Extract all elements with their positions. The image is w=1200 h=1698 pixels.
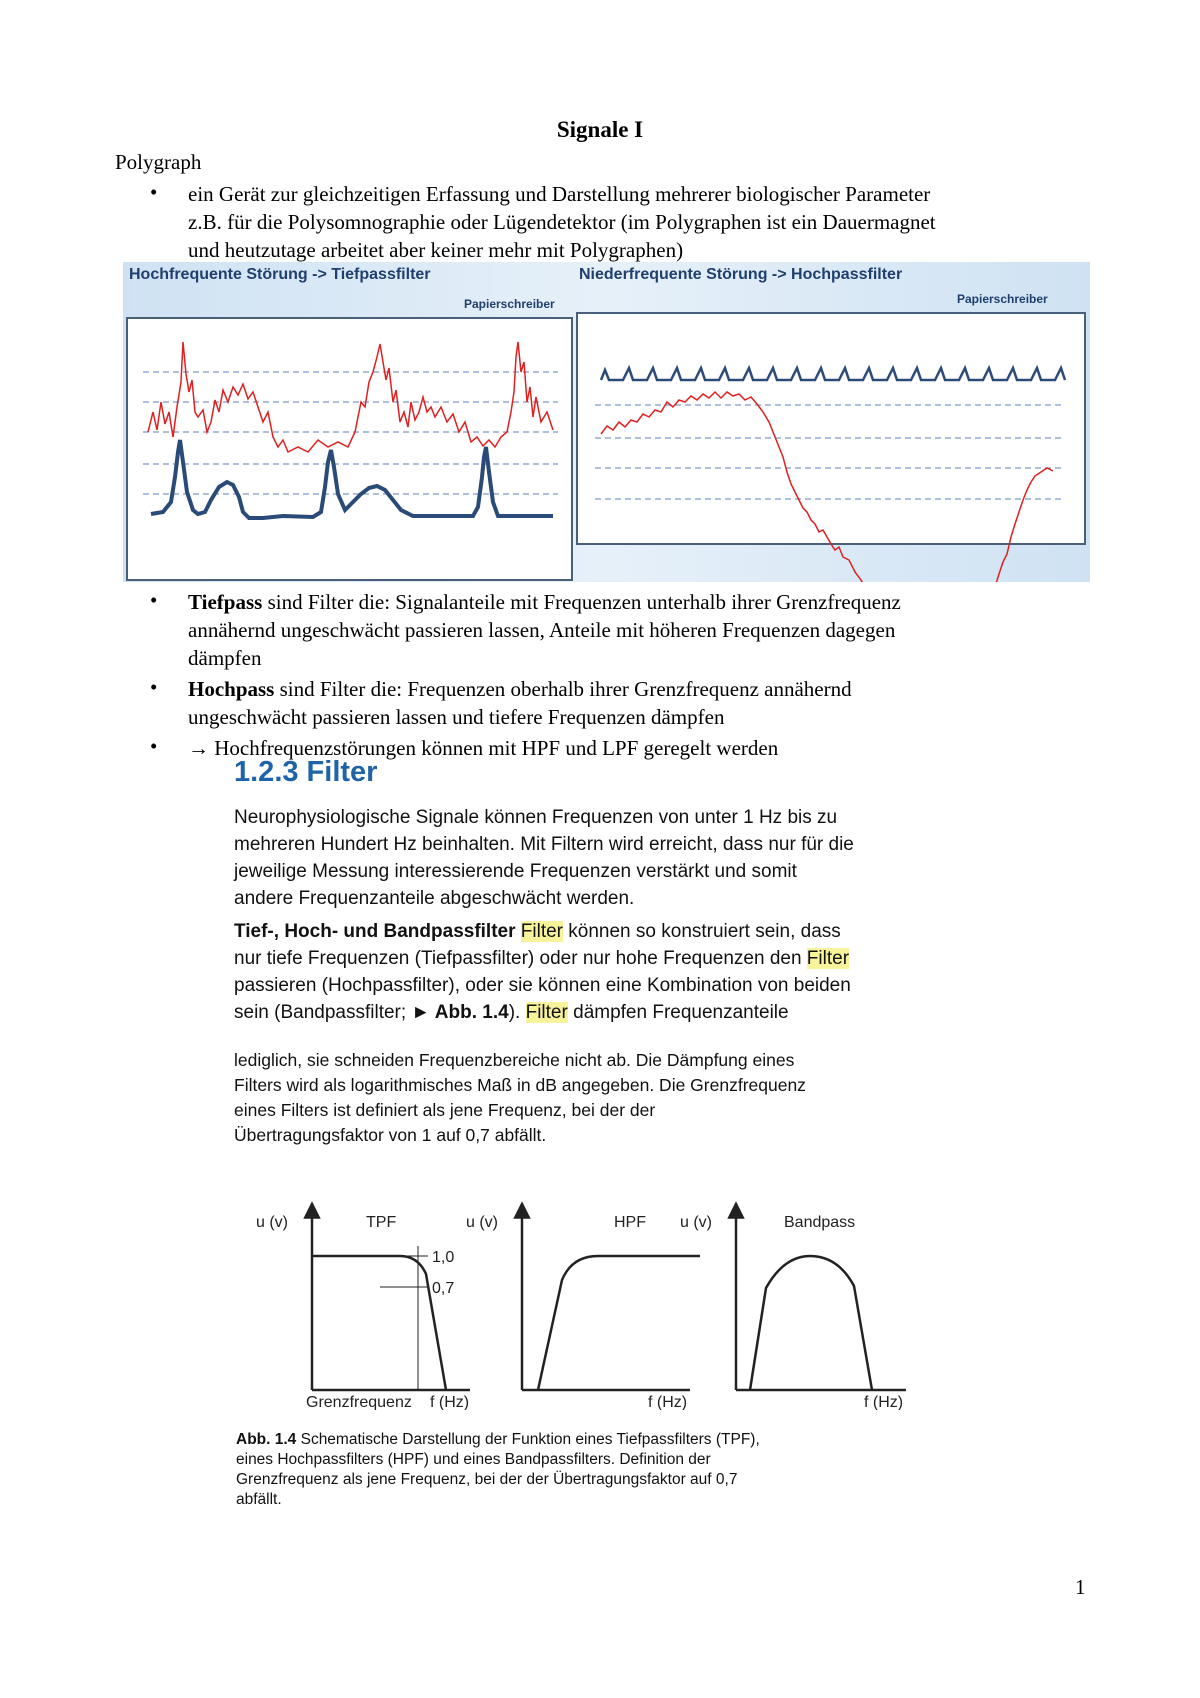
- right-trace-panel: [577, 313, 1085, 544]
- tpf-name: TPF: [366, 1214, 397, 1231]
- hpf-curve: [538, 1256, 700, 1390]
- tpf-xlabel: f (Hz): [430, 1394, 470, 1410]
- hpf-panel: [466, 1210, 700, 1410]
- left-title: Hochfrequente Störung -> Tiefpassfilter: [129, 266, 431, 283]
- bandpass-ylabel: u (v): [680, 1214, 712, 1231]
- excerpt-paragraph-2: Tief-, Hoch- und Bandpassfilter Filter können so konstruiert sein, dass nur tiefe Frequenzen (Tiefpassfilter) oder nur hohe Frequenzen den Filter passieren (Hochpassfilter), oder sie können eine Kombination von beiden sein (Bandpassfilter; ► Abb. 1.4). Filter dämpfen Frequenzanteile: [234, 921, 851, 1023]
- page-number: 1: [1075, 1575, 1086, 1599]
- arrow-bullet: → Hochfrequenzstörungen können mit HPF und LPF geregelt werden: [188, 736, 779, 760]
- left-trace-panel: [127, 318, 572, 580]
- right-title: Niederfrequente Störung -> Hochpassfilter: [579, 266, 903, 283]
- polygraph-bullet: ein Gerät zur gleichzeitigen Erfassung und Darstellung mehrerer biologischer Parameter z.B. für die Polysomnographie oder Lügendetektor (im Polygraphen ist ein Dauermagnet und heutzutage arbeitet aber keiner mehr mit Polygraphen): [188, 182, 936, 262]
- bandpass-curve: [750, 1256, 872, 1390]
- hpf-name: HPF: [614, 1214, 646, 1231]
- hpf-xlabel: f (Hz): [648, 1394, 688, 1410]
- bullet-marker: •: [150, 675, 158, 699]
- tpf-tick-low-label: 0,7: [432, 1280, 455, 1297]
- right-paper-label: Papierschreiber: [957, 292, 1048, 306]
- bandpass-xlabel: f (Hz): [864, 1394, 904, 1410]
- excerpt-paragraph-3: lediglich, sie schneiden Frequenzbereiche nicht ab. Die Dämpfung eines Filters wird als logarithmisches Maß in dB angegeben. Die Grenzfrequenz eines Filters ist definiert als jene Frequenz, bei der der Übertragungsfaktor von 1 auf 0,7 abfällt.: [234, 1050, 806, 1145]
- bandpass-panel: [680, 1210, 906, 1410]
- bullet-marker: •: [150, 734, 158, 758]
- section-heading: Polygraph: [115, 150, 202, 174]
- polygraph-figure: [123, 262, 1090, 582]
- tiefpass-bullet: Tiefpass sind Filter die: Signalanteile mit Frequenzen unterhalb ihrer Grenzfrequenz annähernd ungeschwächt passieren lassen, Anteile mit höheren Frequenzen dagegen dämpfen: [188, 590, 901, 670]
- filter-diagram: [250, 1200, 970, 1410]
- excerpt-paragraph-1: Neurophysiologische Signale können Frequenzen von unter 1 Hz bis zu mehreren Hundert Hz beinhalten. Mit Filtern wird erreicht, dass nur für die jeweilige Messung interessierende Frequenzen verstärkt und somit andere Frequenzanteile abgeschwächt werden.: [234, 807, 854, 909]
- tpf-curve: [312, 1256, 446, 1390]
- left-paper-label: Papierschreiber: [464, 297, 555, 311]
- tpf-cutoff-label: Grenzfrequenz: [306, 1394, 412, 1410]
- hpf-ylabel: u (v): [466, 1214, 498, 1231]
- page-title: Signale I: [556, 117, 644, 142]
- excerpt-heading: 1.2.3 Filter: [234, 756, 378, 788]
- hochpass-bullet: Hochpass sind Filter die: Frequenzen oberhalb ihrer Grenzfrequenz annähernd ungeschwächt passieren lassen und tiefere Frequenzen dämpfen: [188, 677, 852, 729]
- tpf-tick-high-label: 1,0: [432, 1249, 455, 1266]
- bullet-marker: •: [150, 180, 158, 204]
- tpf-panel: [256, 1210, 470, 1410]
- figure-caption: Abb. 1.4 Schematische Darstellung der Funktion eines Tiefpassfilters (TPF), eines Hochpassfilters (HPF) und eines Bandpassfilters. Definition der Grenzfrequenz als jene Frequenz, bei der der Übertragungsfaktor auf 0,7 abfällt.: [236, 1431, 760, 1508]
- tpf-ylabel: u (v): [256, 1214, 288, 1231]
- bandpass-name: Bandpass: [784, 1214, 856, 1231]
- bullet-marker: •: [150, 588, 158, 612]
